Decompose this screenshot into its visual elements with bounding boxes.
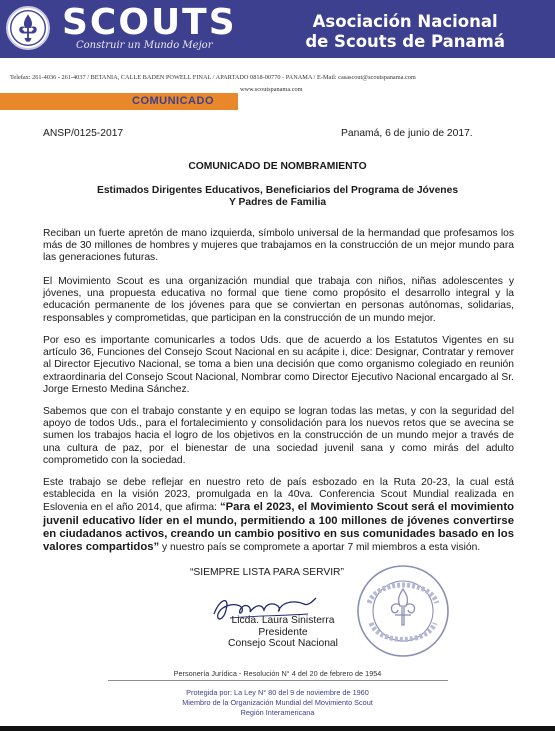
salutation-line1: Estimados Dirigentes Educativos, Beneficiarios del Programa de Jóvenes — [96, 185, 459, 196]
paragraph-vision — [43, 477, 514, 554]
signer-role: Presidente — [258, 626, 308, 638]
footer-protection — [0, 688, 555, 717]
paragraph-movement: El Movimiento Scout es una organización mundial que trabaja con niños, niñas adolescentes y jóvenes, una propuesta educativa no formal que tiene como propósito el desarrollo integral y la educación permanente de los jóvenes para que se conviertan en personas autónomas, solidarias, responsables y comprometidas, que participan en la construcción de un mundo mejor. — [43, 276, 514, 324]
letterhead-header — [0, 0, 555, 58]
footer-protection-law: Protegida por: La Ley N° 80 del 9 de noviembre de 1960 — [186, 688, 369, 697]
signer-block — [218, 615, 348, 650]
vision-intro-text: Este trabajo se debe reflejar en nuestro reto de país esbozado en la Ruta 20-23, la cual está establecida en la visión 2023, promulgada en la 40va. Conferencia Scout Mundial realizada en Eslovenia en el año 2014, que afirma: — [43, 477, 514, 514]
legal-registration: Personería Jurídica - Resolución N° 4 del 20 de febrero de 1954 — [173, 669, 382, 678]
fleur-de-lis-logo-icon — [6, 6, 50, 50]
brand-name: SCOUTS — [62, 2, 237, 43]
paragraph-appointment: Por eso es importante comunicarles a todos Uds. que de acuerdo a los Estatutos Vigentes en su artículo 36, Funciones del Consejo Scout Nacional en su acápite i, dice: Designar, Contratar y remover al Director Ejecutivo Nacional, se toma a bien una decisión que como organismo colegiado en reunión extraordinaria del Consejo Scout Nacional, Nombrar como Director Ejecutivo Nacional encargado al Sr. Jorge Ernesto Medina Sánchez. — [43, 335, 514, 395]
organization-name-line1: Asociación Nacional — [312, 12, 498, 31]
signer-body: Consejo Scout Nacional — [228, 638, 338, 649]
salutation — [0, 185, 555, 209]
brand-slogan: Construir un Mundo Mejor — [76, 40, 213, 51]
signer-name: Licda. Laura Sinisterra — [231, 615, 335, 626]
contact-info: Telefax: 261-4036 - 261-4037 / BETANIA, CALLE BADEN POWELL FINAL / APARTADO 0818-00770 - PANAMA / E-Mail: casascout@scoutspanama.com — [10, 74, 416, 81]
organization-name-line2: de Scouts de Panamá — [305, 32, 505, 51]
letter-date: Panamá, 6 de junio de 2017. — [341, 128, 473, 139]
footer-divider — [108, 680, 448, 681]
motto: “SIEMPRE LISTA PARA SERVIR” — [190, 567, 344, 578]
website-link[interactable]: www.scoutspanama.com — [240, 86, 303, 93]
vision-quote: “Para el 2023, el Movimiento Scout será el movimiento juvenil educativo líder en el mundo, permitiendo a 100 millones de jóvenes convertirse en ciudadanos activos, creando un cambio positivo en sus comunidades basado en los valores compartidos” — [43, 501, 514, 554]
footer-membership: Miembro de la Organización Mundial del Movimiento Scout — [182, 697, 373, 707]
official-seal-icon — [355, 563, 451, 659]
footer-region: Región Interamericana — [240, 707, 315, 717]
paragraph-greeting: Reciban un fuerte apretón de mano izquierda, símbolo universal de la hermandad que profesamos los más de 30 millones de hombres y mujeres que trabajamos en la construcción de un mejor mundo para las generaciones futuras. — [43, 228, 514, 264]
document-title: COMUNICADO DE NOMBRAMIENTO — [188, 161, 367, 172]
paragraph-commitment: Sabemos que con el trabajo constante y en equipo se logran todas las metas, y con la seguridad del apoyo de todos Uds., para el fortalecimiento y consolidación para los nuevos retos que se avecina se sumen los trabajos hacia el logro de los objetivos en la construcción de un mundo mejor a través de una cultura de paz, por el bienestar de una sociedad juvenil sana y como mirás del adulto comprometido con la sociedad. — [43, 406, 514, 466]
communique-banner-label: COMUNICADO — [132, 95, 214, 107]
salutation-line2: Y Padres de Familia — [228, 197, 327, 209]
bottom-edge-bar — [0, 726, 555, 731]
organization-name — [305, 12, 505, 52]
vision-closing-text: y nuestro país se compromete a aportar 7 mil miembros a esta visión. — [159, 542, 481, 554]
reference-number: ANSP/0125-2017 — [43, 128, 124, 139]
